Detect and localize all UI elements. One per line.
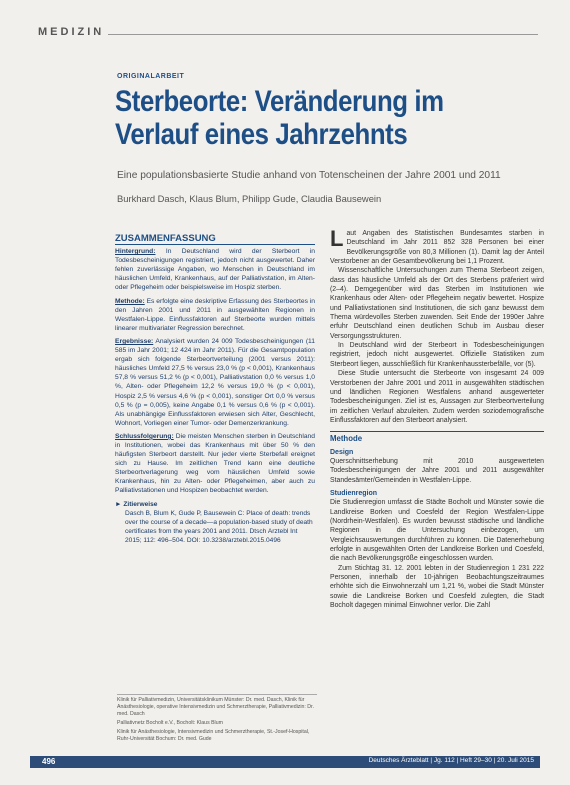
article-kicker: ORIGINALARBEIT [117, 73, 185, 80]
abstract-method [115, 297, 315, 333]
citation-label: Zitierweise [123, 500, 158, 508]
abstract-conclusion [115, 432, 315, 496]
abstract-results-lead: Ergebnisse: [115, 337, 154, 345]
abstract-results-text: Analysiert wurden 24 009 Todesbescheinigungen (11 585 im Jahr 2001; 12 424 im Jahr 2011). Für die Gesamtpopulation ergab sich folgende Sterbeortverteilung (2001 versus 2011): häusliches Umfeld 27,5 % versus 23,0 % (p < 0,001), Krankenhaus 57,8 % versus 51,2 % (p < 0,001), Palliativstation 0,0 % versus 1,0 %, Alten- oder Pflegeheim 12,2 % versus 19,0 % (p < 0,001), Hospiz 2,5 % versus 4,6 % (p < 0,001), sonstiger Ort 0,0 % versus 0,5 % (p = 0,005), keine Angabe 0,1 % versus 0,6 % (p < 0,001). Als unabhängige Einflussfaktoren erwiesen sich Alter, Geschlecht, Wohnort, Vorliegen einer Tumor- oder Demenzerkrankung. [115, 337, 315, 427]
article-subtitle: Eine populationsbasierte Studie anhand von Totenscheinen der Jahre 2001 und 2011 [117, 170, 501, 181]
citation-block [115, 500, 315, 545]
article-title: Sterbeorte: Veränderung im Verlauf eines Jahrzehnts [115, 85, 444, 151]
abstract-background-lead: Hintergrund: [115, 248, 156, 256]
abstract-background [115, 247, 315, 292]
affiliation-item: Klinik für Anästhesiologie, Intensivmedizin und Schmerztherapie, St.-Josef-Hospital, Ruhr-Universität Bochum: Dr. med. Gude [117, 729, 310, 742]
body-paragraph: Wissenschaftliche Untersuchungen zum Thema Sterbeort zeigen, dass das häusliche Umfeld als der Ort des Sterbens präferiert wird (2–4). Demgegenüber wird das Sterben im Institutionen wie Krankenhaus oder Alten- oder Pflegeheim negativ bewertet. Hospize und Palliativstationen sind Institutionen, die sich ganz bewusst dem Thema würdevolles Sterben zuwenden. Seit Ende der 1990er Jahre erfuhr Deutschland einen deutlichen Schub im Ausbau dieser Versorgungsstrukturen. [330, 267, 544, 340]
abstract-title: ZUSAMMENFASSUNG [115, 234, 315, 245]
abstract-conclusion-lead: Schlussfolgerung: [115, 432, 174, 440]
citation-arrow-icon: ► [115, 500, 124, 508]
body-paragraph: In Deutschland wird der Sterbeort in Todesbescheinigungen registriert, jedoch nicht ausgewertet. Offizielle Statistiken zum Sterbeort liegen, ausschließlich für Krankenhaussterbefälle, vor (5). [330, 342, 544, 368]
body-paragraph: Diese Studie untersucht die Sterbeorte von insgesamt 24 009 Verstorbenen der Jahre 2001 und 2011 in ausgewählten städtischen und ländlichen Regionen Westfalens anhand ausgewerteter Todesbescheinigungen. Ziel ist es, Aussagen zur Sterbeortverteilung im zeitlichen Verlauf abzuleiten. Zudem werden soziodemografische Einflussfaktoren auf den Sterbeort analysiert. [330, 370, 544, 424]
affiliations [117, 697, 317, 745]
body-paragraph: Zum Stichtag 31. 12. 2001 lebten in der Studienregion 1 231 222 Personen, innerhalb der 10-jährigen Beobachtungszeitraumes erhöhte sich die Einwohnerzahl um 1,21 %, wobei die Stadt Münster sowie die Landkreise Borken und Coesfeld zulegten, die Stadt Bocholt dagegen minimal Einwohner verlor. Die Zahl [330, 564, 544, 610]
body-paragraph [330, 226, 544, 266]
footnote-rule [117, 694, 317, 695]
heading-study-region: Studienregion [330, 489, 378, 497]
journal-citation: Deutsches Ärzteblatt | Jg. 112 | Heft 29–30 | 20. Juli 2015 [368, 757, 534, 764]
body-paragraph: Querschnittserhebung mit 2010 ausgewerteten Todesbescheinigungen der Jahre 2001 und 2011 ausgewählter Standesämter/Gemeinden in Westfalen-Lippe. [330, 457, 544, 484]
header-rule [108, 34, 538, 35]
affiliation-item: Klinik für Palliativmedizin, Universitätsklinikum Münster: Dr. med. Dasch, Klinik für Anästhesiologie, operative Intensivmedizin und Schmerztherapie, Palliativmedizin: Dr. med. Dasch [117, 697, 314, 717]
affiliation-item: Palliativnetz Bocholt e.V., Bocholt: Klaus Blum [117, 720, 223, 726]
abstract-conclusion-text: Die meisten Menschen sterben in Deutschland in Institutionen, wobei das Krankenhaus mit über 50 % den häufigsten Sterbeort darstellt. Nur jeder vierte Sterbefall ereignet sich zu Hause. Im zeitlichen Trend kann eine deutliche Sterbeortverlagerung weg vom häuslichen Umfeld sowie Krankenhaus, hin zu Alten- oder Pflegeheimen, aber auch zu Palliativstationen und Hospizen beobachtet werden. [115, 432, 315, 495]
body-paragraph: Die Studienregion umfasst die Städte Bocholt und Münster sowie die Landkreise Borken und Coesfeld der Region Westfalen-Lippe (Nordrhein-Westfalen). Es wurden bewusst städtische und ländliche Regionen in die Untersuchung einbezogen, um Vergleichsauswertungen durchführen zu können. Die Datenerhebung erfolgte in ausgewählten Orten der Landkreise Borken und Coesfeld, die nach Bevölkerungsgröße eingeschlossen wurden. [330, 499, 544, 563]
body-paragraph-text: aut Angaben des Statistischen Bundesamtes starben in Deutschland im Jahr 2011 852 328 Personen bei einer Bevölkerungsgröße von 80,3 Millionen (1). Damit lag der Anteil Verstorbener an der Gesamtbevölkerung bei 1,1 Prozent. [330, 230, 544, 266]
abstract-background-text: In Deutschland wird der Sterbeort in Todesbescheinigungen registriert, jedoch nicht ausgewertet. Daher fehlen zuverlässige Angaben, wo Menschen in Deutschland im häuslichen Umfeld, Krankenhaus, auf der Palliativstation, im Alten- oder Pflegeheim oder beispielsweise im Hospiz sterben. [115, 248, 315, 292]
body-text-column [330, 226, 544, 610]
page-number: 496 [42, 757, 56, 766]
section-label: MEDIZIN [38, 26, 105, 38]
abstract-results [115, 337, 315, 428]
citation-text: Dasch B, Blum K, Gude P, Bausewein C: Place of death: trends over the course of a decade—a population-based study of death certificates from the years 2001 and 2011. Dtsch Arztebl Int 2015; 112: 496–504. DOI: 10.3238/arztebl.2015.0496 [125, 509, 313, 544]
abstract-method-lead: Methode: [115, 297, 145, 305]
abstract-method-text: Es erfolgte eine deskriptive Erfassung des Sterbeortes in den Jahren 2001 und 2011 in ausgewählten Regionen in Westfalen-Lippe. Einflussfaktoren auf Sterbeorte wurden mittels linearer multivariater Regression berechnet. [115, 297, 315, 332]
heading-design: Design [330, 448, 354, 456]
abstract-box [115, 234, 315, 545]
drop-cap: L [330, 226, 344, 251]
heading-method: Methode [330, 431, 544, 443]
article-authors: Burkhard Dasch, Klaus Blum, Philipp Gude, Claudia Bausewein [117, 193, 382, 204]
